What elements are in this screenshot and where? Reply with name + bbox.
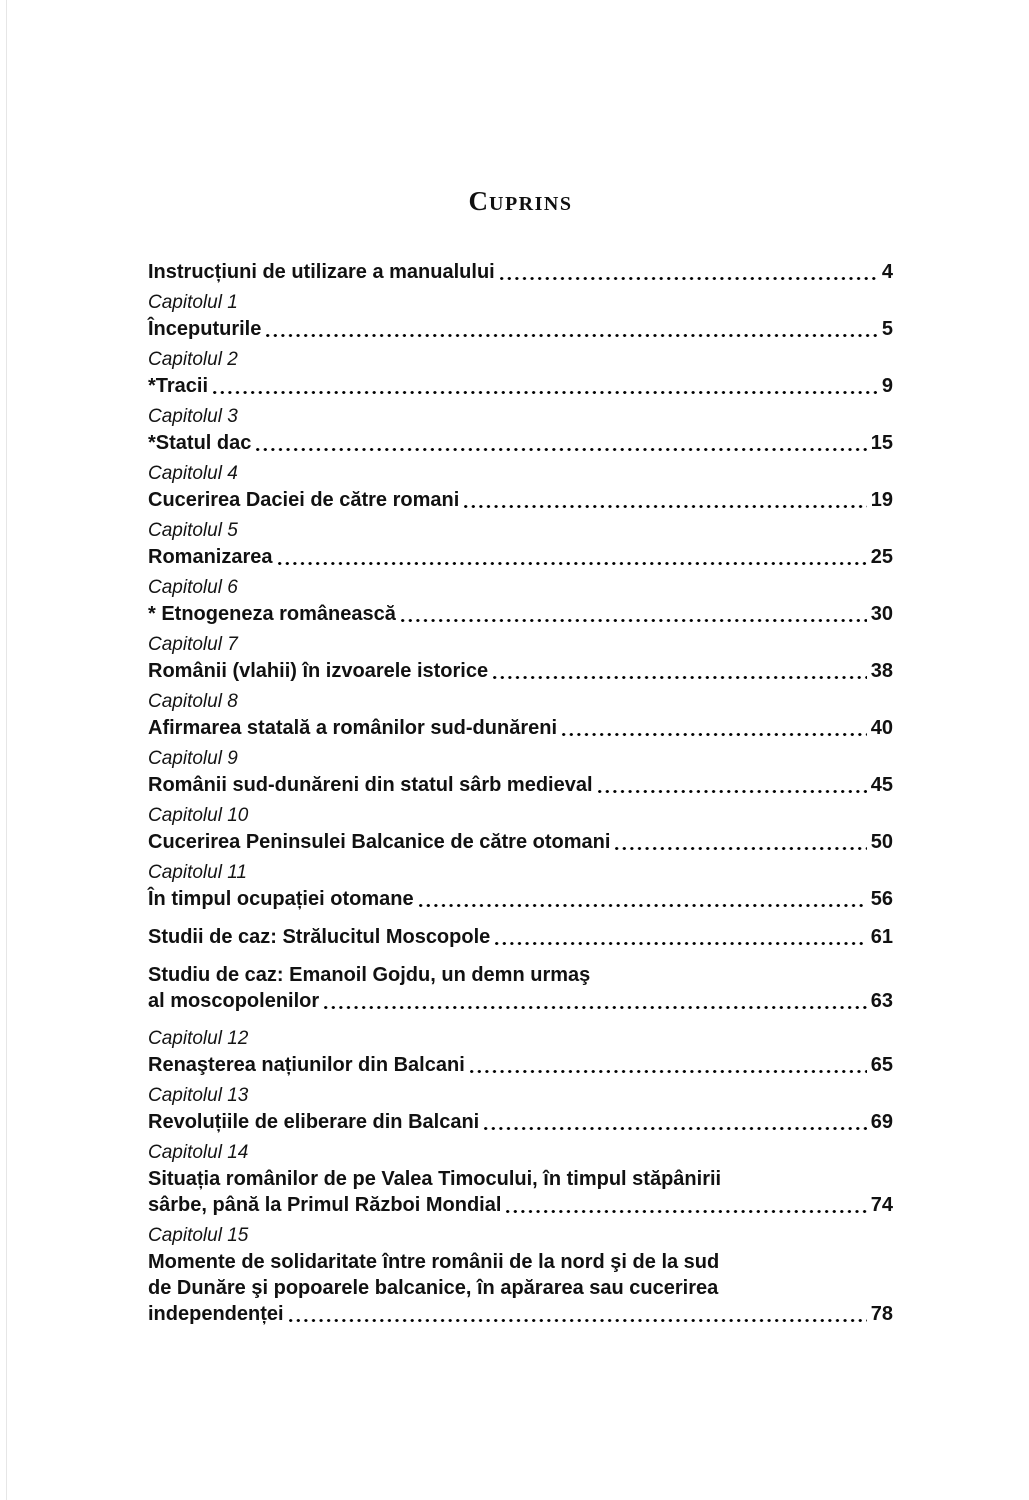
- toc-entry: [148, 404, 893, 456]
- entry-title-text: Cucerirea Peninsulei Balcanice de către otomani: [148, 831, 611, 853]
- entry-lines: [148, 1052, 893, 1078]
- toc-entry: [148, 575, 893, 627]
- dot-leader: [506, 1210, 866, 1213]
- entry-last-line: [148, 658, 893, 684]
- page-number: 4: [881, 261, 893, 283]
- page-title-rest: UPRINS: [489, 193, 573, 215]
- entry-title-text: independenței: [148, 1303, 284, 1325]
- dot-leader: [484, 1127, 867, 1130]
- page-number: 63: [870, 990, 893, 1012]
- toc-entry: [148, 259, 893, 285]
- entry-title-line: Studiu de caz: Emanoil Gojdu, un demn urmaş: [148, 964, 591, 986]
- entry-lines: [148, 544, 893, 570]
- chapter-label: Capitolul 2: [148, 349, 238, 370]
- entry-title-text: sârbe, până la Primul Război Mondial: [148, 1194, 502, 1216]
- page-number: 40: [870, 717, 893, 739]
- entry-title-text: Renaşterea națiunilor din Balcani: [148, 1054, 465, 1076]
- page-number: 56: [870, 888, 893, 910]
- entry-title-text: Studii de caz: Strălucitul Moscopole: [148, 926, 491, 948]
- entry-last-line: [148, 487, 893, 513]
- toc-entry: [148, 1026, 893, 1078]
- dot-leader: [289, 1319, 867, 1322]
- chapter-label: Capitolul 10: [148, 805, 249, 826]
- entry-last-line: [148, 373, 893, 399]
- toc-entry: [148, 1083, 893, 1135]
- entry-last-line: [148, 430, 893, 456]
- page-number: 15: [870, 432, 893, 454]
- page-title: [148, 186, 893, 221]
- entry-title-text: *Statul dac: [148, 432, 252, 454]
- entry-lines: [148, 601, 893, 627]
- page-number: 69: [870, 1111, 893, 1133]
- dot-leader: [266, 334, 878, 337]
- entry-last-line: [148, 316, 893, 342]
- page-number: 19: [870, 489, 893, 511]
- entry-last-line: [148, 544, 893, 570]
- entry-last-line: [148, 829, 893, 855]
- scan-edge-line: [6, 0, 7, 1500]
- entry-title-text: În timpul ocupației otomane: [148, 888, 414, 910]
- toc-entry: [148, 518, 893, 570]
- toc-entry: [148, 924, 893, 950]
- chapter-label: Capitolul 4: [148, 463, 238, 484]
- page-number: 61: [870, 926, 893, 948]
- entry-lines: [148, 772, 893, 798]
- entry-title-text: Începuturile: [148, 318, 262, 340]
- entry-lines: [148, 430, 893, 456]
- entry-title-line: Situația românilor de pe Valea Timocului, în timpul stăpânirii: [148, 1168, 722, 1190]
- toc-entry: [148, 347, 893, 399]
- entry-last-line: [148, 601, 893, 627]
- entry-title-text: Romanizarea: [148, 546, 273, 568]
- chapter-label: Capitolul 8: [148, 691, 238, 712]
- entry-title-text: Revoluțiile de eliberare din Balcani: [148, 1111, 480, 1133]
- toc-entry: [148, 689, 893, 741]
- entry-lines: [148, 1166, 893, 1218]
- chapter-label: Capitolul 7: [148, 634, 238, 655]
- dot-leader: [401, 619, 867, 622]
- page-number: 45: [870, 774, 893, 796]
- page-number: 65: [870, 1054, 893, 1076]
- toc-entry: [148, 1223, 893, 1327]
- toc-entry: [148, 1140, 893, 1218]
- entry-title-text: Cucerirea Daciei de către romani: [148, 489, 460, 511]
- entry-lines: [148, 487, 893, 513]
- chapter-label: Capitolul 3: [148, 406, 238, 427]
- toc-list: [148, 259, 893, 1327]
- page-number: 78: [870, 1303, 893, 1325]
- entry-lines: [148, 886, 893, 912]
- dot-leader: [324, 1006, 867, 1009]
- entry-lines: [148, 373, 893, 399]
- entry-title-text: al moscopolenilor: [148, 990, 320, 1012]
- entry-lines: [148, 1249, 893, 1327]
- toc-entry: [148, 290, 893, 342]
- page-number: 30: [870, 603, 893, 625]
- chapter-label: Capitolul 6: [148, 577, 238, 598]
- entry-lines: [148, 1109, 893, 1135]
- entry-lines: [148, 658, 893, 684]
- entry-title-text: * Etnogeneza românească: [148, 603, 396, 625]
- toc-content: [148, 186, 893, 1332]
- entry-last-line: [148, 886, 893, 912]
- chapter-label: Capitolul 13: [148, 1085, 249, 1106]
- entry-title-text: Instrucțiuni de utilizare a manualului: [148, 261, 495, 283]
- dot-leader: [500, 277, 878, 280]
- entry-last-line: [148, 1109, 893, 1135]
- entry-last-line: [148, 715, 893, 741]
- page-number: 50: [870, 831, 893, 853]
- chapter-label: Capitolul 11: [148, 862, 247, 883]
- dot-leader: [419, 904, 867, 907]
- toc-entry: [148, 746, 893, 798]
- toc-entry: [148, 962, 893, 1014]
- dot-leader: [278, 562, 867, 565]
- dot-leader: [495, 942, 866, 945]
- chapter-label: Capitolul 9: [148, 748, 238, 769]
- entry-title-line: Momente de solidaritate între românii de la nord şi de la sud: [148, 1251, 720, 1273]
- toc-entry: [148, 803, 893, 855]
- dot-leader: [493, 676, 867, 679]
- entry-lines: [148, 924, 893, 950]
- chapter-label: Capitolul 1: [148, 292, 238, 313]
- dot-leader: [562, 733, 867, 736]
- entry-title-text: *Tracii: [148, 375, 209, 397]
- entry-title-text: Românii sud-dunăreni din statul sârb medieval: [148, 774, 593, 796]
- entry-lines: [148, 829, 893, 855]
- chapter-label: Capitolul 14: [148, 1142, 249, 1163]
- page-number: 25: [870, 546, 893, 568]
- entry-last-line: [148, 988, 893, 1014]
- entry-last-line: [148, 1192, 893, 1218]
- page-number: 5: [881, 318, 893, 340]
- chapter-label: Capitolul 5: [148, 520, 238, 541]
- dot-leader: [213, 391, 878, 394]
- dot-leader: [256, 448, 866, 451]
- entry-last-line: [148, 1301, 893, 1327]
- entry-title-text: Românii (vlahii) în izvoarele istorice: [148, 660, 489, 682]
- entry-title-text: Afirmarea statală a românilor sud-dunăreni: [148, 717, 558, 739]
- entry-lines: [148, 715, 893, 741]
- page-number: 74: [870, 1194, 893, 1216]
- toc-entry: [148, 461, 893, 513]
- chapter-label: Capitolul 15: [148, 1225, 249, 1246]
- entry-last-line: [148, 772, 893, 798]
- page-number: 38: [870, 660, 893, 682]
- entry-lines: [148, 259, 893, 285]
- entry-last-line: [148, 924, 893, 950]
- toc-entry: [148, 860, 893, 912]
- page-title-initial: C: [468, 186, 490, 216]
- entry-lines: [148, 962, 893, 1014]
- chapter-label: Capitolul 12: [148, 1028, 249, 1049]
- entry-lines: [148, 316, 893, 342]
- entry-title-line: de Dunăre şi popoarele balcanice, în apărarea sau cucerirea: [148, 1277, 719, 1299]
- dot-leader: [464, 505, 866, 508]
- dot-leader: [598, 790, 867, 793]
- toc-entry: [148, 632, 893, 684]
- entry-last-line: [148, 259, 893, 285]
- dot-leader: [470, 1070, 867, 1073]
- dot-leader: [615, 847, 866, 850]
- entry-last-line: [148, 1052, 893, 1078]
- page-number: 9: [881, 375, 893, 397]
